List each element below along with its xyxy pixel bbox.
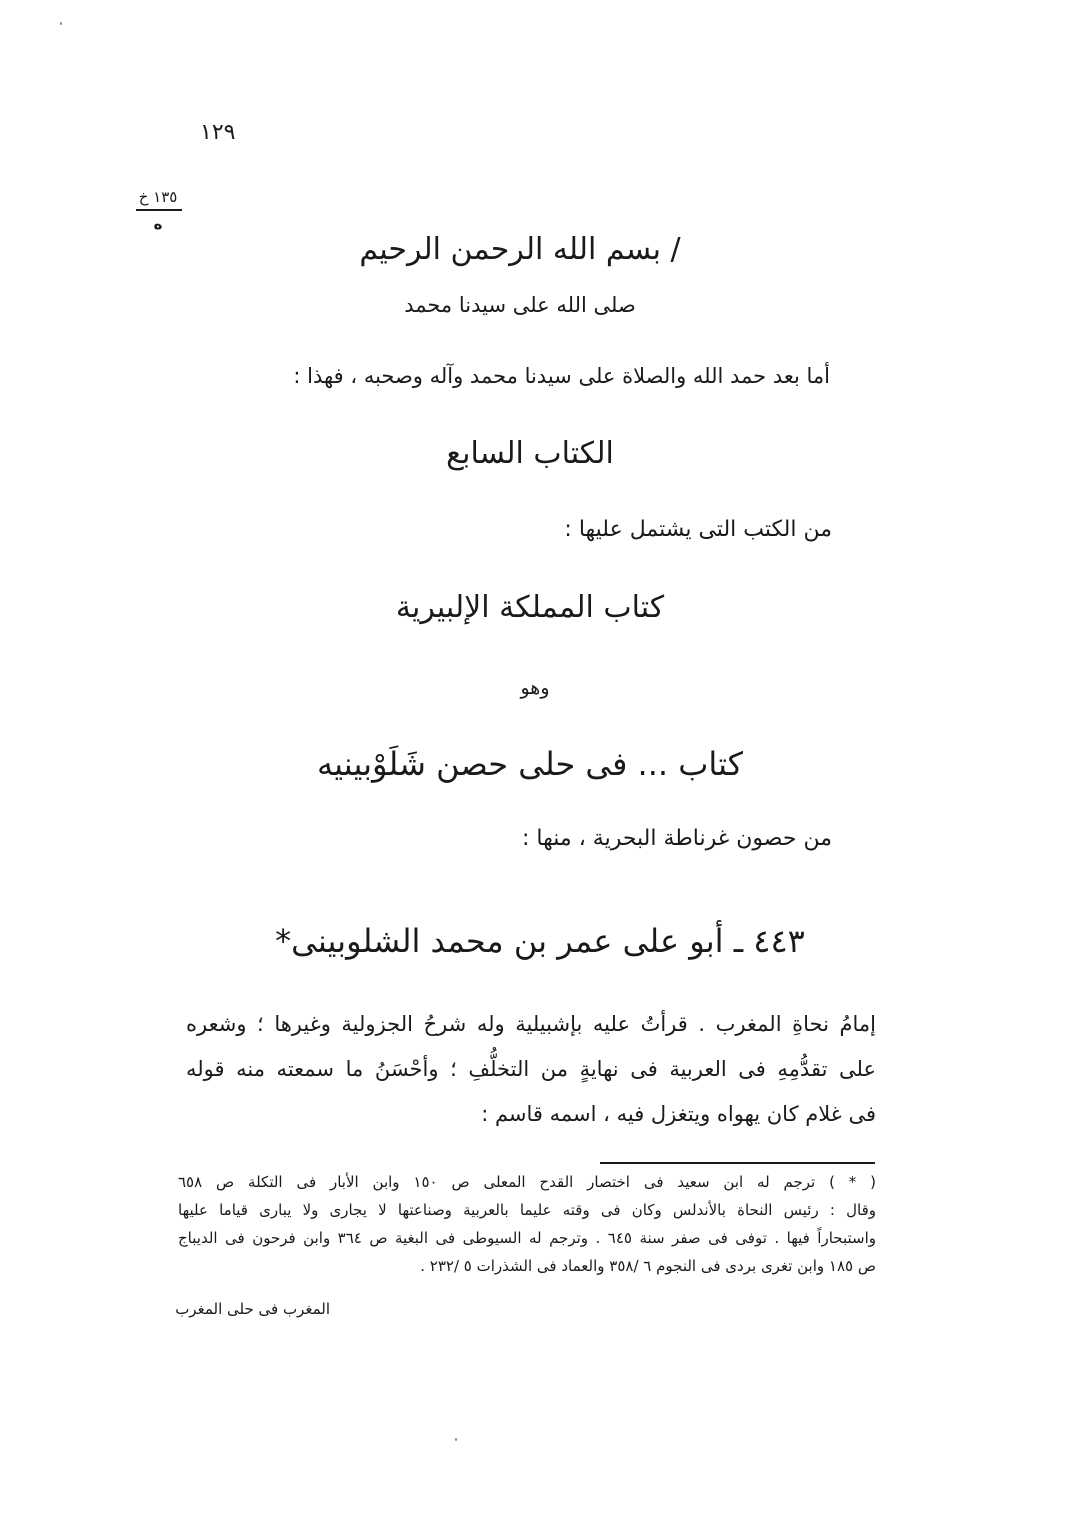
page-number: ١٢٩	[200, 120, 236, 145]
footnote-line: واستبحاراً فيها . توفى فى صفر سنة ٦٤٥ . وترجم له السيوطى فى البغية ص ٣٦٤ وابن فرحون فى الديباج	[178, 1229, 877, 1247]
basmala: / بسم الله الرحمن الرحيم	[359, 232, 681, 267]
paragraph-line: فى غلام كان يهواه ويتغزل فيه ، اسمه قاسم :	[481, 1102, 876, 1126]
salla-line: صلى الله على سيدنا محمد	[404, 293, 636, 317]
footnote-line: ( * ) ترجم له ابن سعيد فى اختصار القدح المعلى ص ١٥٠ وابن الأبار فى التكلة ص ٦٥٨	[178, 1173, 877, 1191]
from-books-line: من الكتب التى يشتمل عليها :	[564, 517, 832, 542]
kingdom-title: كتاب المملكة الإلبيرية	[395, 590, 665, 625]
paragraph-line: إمامُ نحاةِ المغرب . قرأتُ عليه بإشبيلية وله شرحُ الجزولية وغيرها ؛ وشعره	[186, 1012, 876, 1036]
entry-heading: ٤٤٣ ـ أبو على عمر بن محمد الشلوبينى*	[275, 922, 805, 960]
footnote-line: وقال : رئيس النحاة بالأندلس وكان فى وقته عليما بالعربية وصناعتها لا يجارى ولا يبارى قياما عليها	[178, 1201, 876, 1219]
footnote-rule	[600, 1162, 875, 1164]
amma-bad-line: أما بعد حمد الله والصلاة على سيدنا محمد وآله وصحبه ، فهذا :	[293, 364, 830, 388]
margin-reference-rule	[136, 209, 182, 211]
scan-speck	[60, 22, 62, 25]
footnote	[178, 1168, 876, 1280]
scan-speck	[455, 1438, 457, 1441]
running-footer: المغرب فى حلى المغرب	[175, 1300, 330, 1318]
entry-paragraph	[186, 1002, 876, 1137]
paragraph-line: على تقدُّمِهِ فى العربية فى نهايةٍ من التخلُّفِ ؛ وأحْسَنُ ما سمعته منه قوله	[186, 1057, 876, 1081]
margin-reference-bottom: ه	[153, 215, 163, 233]
margin-reference	[118, 188, 198, 233]
fortresses-line: من حصون غرناطة البحرية ، منها :	[522, 826, 832, 851]
margin-reference-top: ١٣٥ خ	[138, 188, 178, 206]
wa-huwa: وهو	[520, 677, 550, 699]
book-title: الكتاب السابع	[446, 436, 614, 471]
footnote-line: ص ١٨٥ وابن تغرى بردى فى النجوم ٦ /٣٥٨ والعماد فى الشذرات ٥ /٢٣٢ .	[420, 1257, 876, 1275]
shalubin-title: كتاب ... فى حلى حصن شَلَوْبينيه	[316, 745, 743, 783]
